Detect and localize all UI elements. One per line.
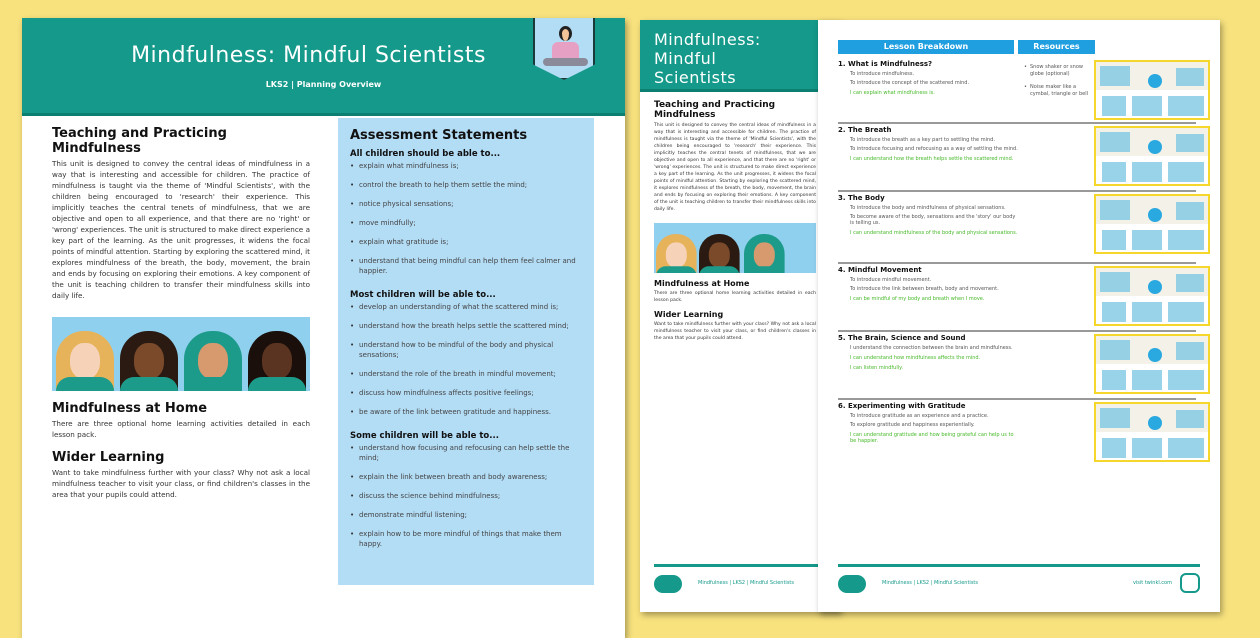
thumbnail-slide <box>1100 66 1130 86</box>
wider-body: Want to take mindfulness further with your class? Why not ask a local mindfulness teacher to visit your class, or find children's classes in the area that your pupils could attend. <box>52 468 310 499</box>
teaching-body: This unit is designed to convey the central ideas of mindfulness in a way that is interesting and accessible for children. The practice of mindfulness is taught via the theme of 'Mindful Scientists', with the children being encouraged to 'research' their experience. This implicitly teaches the central tenets of mindfulness, that we are objective and open to all experience, and that there are no 'right' or 'wrong' experiences. The unit is structured to make direct experience a key part of the learning. As the unit progresses, it widens the focal points of mindful attention. Starting by exploring the scattered mind, it explores mindfulness of the breath, the body, movement, the brain and ends by focusing on exploring their emotions. A key component of the unit is teaching children to transfer their mindfulness skills into daily life. <box>52 159 310 300</box>
assessment-item: • move mindfully; <box>350 218 582 228</box>
play-icon <box>1148 280 1162 294</box>
thumbnail-slide <box>1102 438 1126 458</box>
lesson-breakdown-page <box>818 20 1220 612</box>
thumbnail-slide <box>1176 274 1204 292</box>
lesson-objective: To introduce mindful movement. <box>850 277 932 283</box>
play-icon <box>1148 208 1162 222</box>
assessment-item: • understand how the breath helps settle the scattered mind; <box>350 321 582 331</box>
assessment-item: • understand the role of the breath in mindful movement; <box>350 369 582 379</box>
lesson-pack-thumbnail[interactable] <box>1094 266 1210 326</box>
assessment-item: • explain how to be more mindful of things that make them happy. <box>350 529 582 549</box>
lesson-title: 4. Mindful Movement <box>838 266 922 274</box>
assessment-item: • explain what gratitude is; <box>350 237 582 247</box>
lesson-row <box>838 124 1196 192</box>
meditating-girl-badge-icon <box>533 18 595 80</box>
lesson-success-criteria: I can understand mindfulness of the body and physical sensations. <box>850 230 1018 236</box>
assessment-item: • develop an understanding of what the scattered mind is; <box>350 302 582 312</box>
lesson-objective: To introduce the concept of the scattered mind. <box>850 80 970 86</box>
page-title: Mindfulness: Mindful Scientists <box>654 30 761 87</box>
thumbnail-slide <box>1102 162 1126 182</box>
lesson-title: 5. The Brain, Science and Sound <box>838 334 966 342</box>
lesson-pack-thumbnail[interactable] <box>1094 402 1210 462</box>
thumbnail-slide <box>1168 438 1204 458</box>
lesson-objective: I understand the connection between the brain and mindfulness. <box>850 345 1013 351</box>
thumbnail-slide <box>1100 200 1130 220</box>
play-icon <box>1148 140 1162 154</box>
footer-text: Mindfulness | LKS2 | Mindful Scientists <box>698 580 794 586</box>
teaching-heading: Teaching and Practicing Mindfulness <box>654 100 776 120</box>
play-icon <box>1148 74 1162 88</box>
thumbnail-slide <box>1132 302 1162 322</box>
wider-heading: Wider Learning <box>52 450 165 465</box>
page-header <box>22 18 625 116</box>
lesson-title: 6. Experimenting with Gratitude <box>838 402 966 410</box>
thumbnail-slide <box>1100 272 1130 292</box>
wider-heading: Wider Learning <box>654 310 724 319</box>
resources-list <box>1024 64 1094 104</box>
page-title: Mindfulness: Mindful Scientists <box>131 43 486 68</box>
footer-text: Mindfulness | LKS2 | Mindful Scientists <box>882 580 978 586</box>
overview-page-copy <box>640 20 840 612</box>
play-icon <box>1148 348 1162 362</box>
thumbnail-slide <box>1168 162 1204 182</box>
planning-overview-page <box>22 18 625 638</box>
page-subtitle: LKS2 | Planning Overview <box>265 80 382 89</box>
left-column <box>654 100 816 342</box>
lesson-row <box>838 264 1196 332</box>
lesson-objective: To introduce the body and mindfulness of physical sensations. <box>850 205 1006 211</box>
assessment-item: • understand how focusing and refocusing can help settle the mind; <box>350 443 582 463</box>
thumbnail-slide <box>1102 370 1126 390</box>
thumbnail-slide <box>1168 96 1204 116</box>
children-illustration <box>654 223 816 273</box>
thumbnail-slide <box>1176 410 1204 428</box>
lesson-title: 1. What is Mindfulness? <box>838 60 933 68</box>
play-icon <box>1148 416 1162 430</box>
lesson-success-criteria: I can be mindful of my body and breath when I move. <box>850 296 985 302</box>
lesson-title: 3. The Body <box>838 194 885 202</box>
assessment-item: • discuss how mindfulness affects positive feelings; <box>350 388 582 398</box>
teaching-heading: Teaching and Practicing Mindfulness <box>52 126 227 156</box>
assessment-panel <box>338 118 594 585</box>
lesson-row <box>838 58 1196 124</box>
lesson-row <box>838 332 1196 400</box>
home-heading: Mindfulness at Home <box>52 401 208 416</box>
twinkl-logo-icon <box>654 575 682 593</box>
left-column <box>52 126 310 500</box>
wider-body: Want to take mindfulness further with your class? Why not ask a local mindfulness teacher to visit your class, or find children's classes in the area that your pupils could attend. <box>654 322 816 341</box>
lesson-success-criteria: I can explain what mindfulness is. <box>850 90 935 96</box>
lesson-pack-thumbnail[interactable] <box>1094 126 1210 186</box>
thumbnail-slide <box>1168 370 1204 390</box>
home-body: There are three optional home learning activities detailed in each lesson pack. <box>52 419 310 439</box>
assessment-item: • control the breath to help them settle the mind; <box>350 180 582 190</box>
thumbnail-slide <box>1100 132 1130 152</box>
home-heading: Mindfulness at Home <box>654 279 750 288</box>
resources-header: Resources <box>1018 40 1095 54</box>
footer-url: visit twinkl.com <box>1132 580 1172 586</box>
lesson-success-criteria: I can listen mindfully. <box>850 365 903 371</box>
twinkl-logo-icon <box>838 575 866 593</box>
thumbnail-slide <box>1100 340 1130 360</box>
twinkl-badge-icon <box>1180 573 1200 593</box>
assessment-item: • explain the link between breath and body awareness; <box>350 472 582 482</box>
thumbnail-slide <box>1176 68 1204 86</box>
lesson-success-criteria: I can understand how the breath helps settle the scattered mind. <box>850 156 1014 162</box>
thumbnail-slide <box>1176 202 1204 220</box>
home-body: There are three optional home learning activities detailed in each lesson pack. <box>654 291 816 303</box>
children-illustration <box>52 317 310 391</box>
thumbnail-slide <box>1132 96 1162 116</box>
assessment-group-heading: Some children will be able to... <box>350 431 499 441</box>
lesson-pack-thumbnail[interactable] <box>1094 334 1210 394</box>
lesson-objective: To introduce mindfulness. <box>850 71 915 77</box>
thumbnail-slide <box>1102 230 1126 250</box>
page-footer <box>654 564 818 594</box>
thumbnail-slide <box>1132 438 1162 458</box>
assessment-item: • understand that being mindful can help them feel calmer and happier. <box>350 256 582 276</box>
lesson-row <box>838 400 1196 468</box>
assessment-list <box>350 443 582 549</box>
assessment-item: • be aware of the link between gratitude and happiness. <box>350 407 582 417</box>
page-header <box>640 20 840 92</box>
lesson-objective: To introduce gratitude as an experience and a practice. <box>850 413 989 419</box>
resource-item: • Snow shaker or snow globe (optional) <box>1024 64 1094 78</box>
assessment-item: • demonstrate mindful listening; <box>350 510 582 520</box>
lesson-objective: To explore gratitude and happiness experientially. <box>850 422 975 428</box>
assessment-item: • understand how to be mindful of the body and physical sensations; <box>350 340 582 360</box>
thumbnail-slide <box>1176 342 1204 360</box>
lesson-pack-thumbnail[interactable] <box>1094 194 1210 254</box>
thumbnail-slide <box>1168 230 1204 250</box>
lesson-success-criteria: I can understand gratitude and how being grateful can help us to be happier. <box>850 432 1014 444</box>
assessment-group-heading: Most children will be able to... <box>350 290 496 300</box>
assessment-list <box>350 161 582 276</box>
thumbnail-slide <box>1100 408 1130 428</box>
thumbnail-slide <box>1102 302 1126 322</box>
page-footer <box>838 564 1200 594</box>
assessment-item: • explain what mindfulness is; <box>350 161 582 171</box>
lesson-row <box>838 192 1196 264</box>
teaching-body: This unit is designed to convey the central ideas of mindfulness in a way that is interesting and accessible for children. The practice of mindfulness is taught via the theme of 'Mindful Scientists', with the children being encouraged to 'research' their experience. This implicitly teaches the central tenets of mindfulness, that we are objective and open to all experience, and that there are no 'right' or 'wrong' experiences. The unit is structured to make direct experience a key part of the learning. As the unit progresses, it widens the focal points of mindful attention. Starting by exploring the scattered mind, it explores mindfulness of the breath, the body, movement, the brain and ends by focusing on exploring their emotions. A key component of the unit is teaching children to transfer their mindfulness skills into daily life. <box>654 123 816 212</box>
assessment-item: • notice physical sensations; <box>350 199 582 209</box>
lesson-objective: To become aware of the body, sensations and the 'story' our body is telling us. <box>850 214 1016 226</box>
lesson-objective: To introduce focusing and refocusing as a way of settling the mind. <box>850 146 1018 152</box>
resource-item: • Noise maker like a cymbal, triangle or bell <box>1024 84 1094 98</box>
thumbnail-slide <box>1168 302 1204 322</box>
assessment-group-heading: All children should be able to... <box>350 149 501 159</box>
assessment-list <box>350 302 582 417</box>
lesson-objective: To introduce the breath as a key part to settling the mind. <box>850 137 995 143</box>
thumbnail-slide <box>1176 134 1204 152</box>
lesson-success-criteria: I can understand how mindfulness affects the mind. <box>850 355 981 361</box>
lesson-objective: To introduce the link between breath, body and movement. <box>850 286 999 292</box>
lesson-pack-thumbnail[interactable] <box>1094 60 1210 120</box>
thumbnail-slide <box>1102 96 1126 116</box>
thumbnail-slide <box>1132 162 1162 182</box>
lesson-breakdown-header: Lesson Breakdown <box>838 40 1014 54</box>
thumbnail-slide <box>1132 370 1162 390</box>
thumbnail-slide <box>1132 230 1162 250</box>
lesson-title: 2. The Breath <box>838 126 892 134</box>
assessment-heading: Assessment Statements <box>350 128 528 143</box>
assessment-item: • discuss the science behind mindfulness; <box>350 491 582 501</box>
